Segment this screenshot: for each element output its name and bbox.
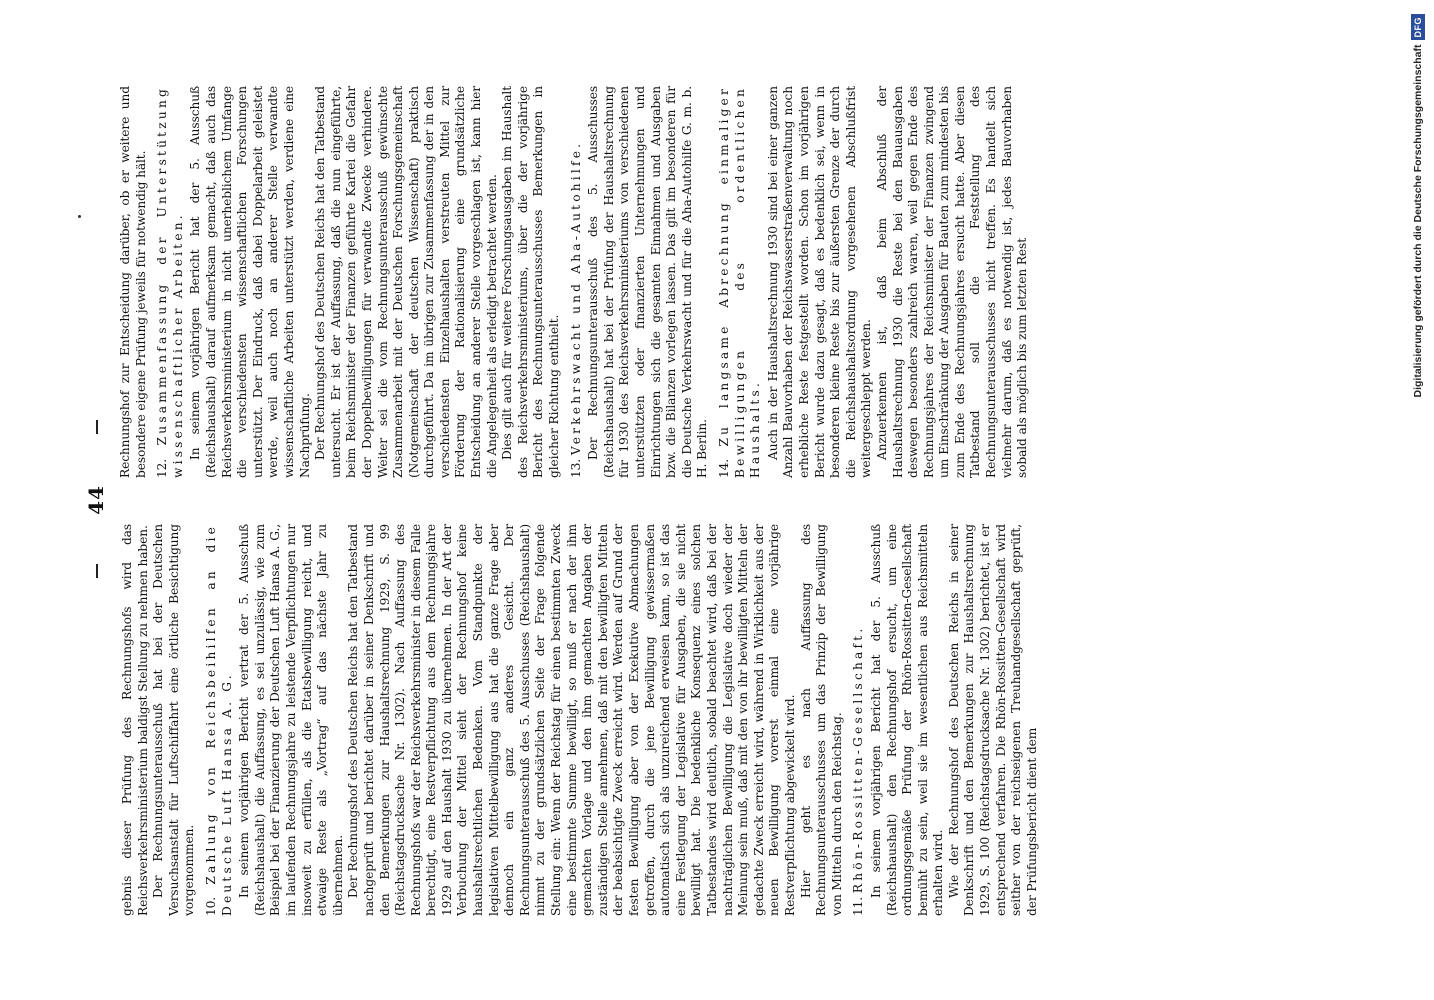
paragraph: Der Rechnungshof des Deutschen Reichs hat den Tatbestand untersucht. Er ist der Auffassung, daß die nun eingeführte, beim Reichsminister der Finanzen geführte Kartei die Gefahr der Doppelbewilligungen für verwandte Zwecke verhindere. Weiter sei die vom Rechnungsunterausschuß gewünschte Zusammenarbeit mit der Deutschen Forschungsgemeinschaft (Notgemeinschaft der deutschen Wissenschaft) praktisch durchgeführt. Da im übrigen zur Zusammenfassung der in den verschiedensten Einzelhaushalten verstreuten Mittel zur Förderung der Rationalisierung eine grundsätzliche Entscheidung an anderer Stelle vorgeschlagen ist, kann hier die Angelegenheit als erledigt betrachtet werden.	[313, 86, 499, 478]
paragraph: Der Rechnungshof des Deutschen Reichs hat den Tatbestand nachgeprüft und berichtet darüber in seiner Denkschrift und den Bemerkungen zur Haushaltsrechnung 1929, S. 99 (Reichstagsdrucksache Nr. 1302). Nach Auffassung des Rechnungshofs war der Reichsverkehrsminister in diesem Falle berechtigt, eine Restverpflichtung aus dem Rechnungsjahre 1929 auf den Haushalt 1930 zu übernehmen. In der Art der Verbuchung der Mittel sieht der Rechnungshof keine haushaltsrechtlichen Bedenken. Vom Standpunkte der legislativen Mittelbewilligung aus hat die ganze Frage aber dennoch ein ganz anderes Gesicht. Der Rechnungsunterausschuß des 5. Ausschusses (Reichshaushalt) nimmt zu der grundsätzlichen Seite der Frage folgende Stellung ein: Wenn der Reichstag für einen bestimmten Zweck eine bestimmte Summe bewilligt, so muß er nach der ihm gemachten Vorlage und den ihm gemachten Angaben der zuständigen Stelle annehmen, daß mit den bewilligten Mitteln der beabsichtigte Zweck erreicht wird. Werden auf Grund der festen Bewilligung aber von der Exekutive Abmachungen getroffen, durch die jene Bewilligung gewissermaßen automatisch sich als unzureichend erweisen kann, so ist das eine Festlegung der Legislative für Ausgaben, die sie nicht bewilligt hat. Die bedenkliche Konsequenz eines solchen Tatbestandes wird deutlich, sobald beachtet wird, daß bei der nachträglichen Bewilligung die Legislative doch wieder der Meinung sein muß, daß mit den von ihr bewilligten Mitteln der gedachte Zweck erreicht wird, während in Wirklichkeit aus der neuen Bewilligung vorerst einmal eine vorjährige Restverpflichtung abgewickelt wird.	[346, 524, 797, 916]
paragraph: Rechnungshof zur Entscheidung darüber, ob er weitere und besondere eigene Prüfung jeweils für notwendig hält.	[118, 86, 148, 478]
page-number: 44	[84, 485, 108, 515]
dfg-logo-icon: DFG	[1411, 14, 1425, 41]
scan-speck	[78, 215, 81, 218]
paragraph: In seinem vorjährigen Bericht hat der 5. Ausschuß (Reichshaushalt) den Rechnungshof ersucht, um eine ordnungsgemäße Prüfung der Rhön-Rossitten-Gesellschaft bemüht zu sein, weil sie im wesentlichen aus Reichsmitteln erhalten wird.	[868, 524, 946, 916]
page-number-dash-left	[96, 564, 98, 578]
section-heading	[204, 524, 235, 916]
section-heading	[569, 86, 585, 478]
paragraph: In seinem vorjährigen Bericht vertrat der 5. Ausschuß (Reichshaushalt) die Auffassung, es sei unzulässig, wie zum Beispiel bei der Finanzierung der Deutschen Luft Hansa A. G., im laufenden Rechnungsjahre zu leistende Verpflichtungen nur insoweit zu erfüllen, als die Etatsbewilligung reicht, und etwaige Reste als „Vortrag“ auf das nächste Jahr zu übernehmen.	[237, 524, 345, 916]
section-heading	[851, 524, 867, 916]
section-number: 12.	[155, 458, 170, 478]
section-title: Zahlung von Reichsbeihilfen an die Deutsche Luft Hansa A. G.	[203, 524, 234, 916]
paragraph: Wie der Rechnungshof des Deutschen Reichs in seiner Denkschrift und den Bemerkungen zur Haushaltsrechnung 1929, S. 100 (Reichstagsdrucksache Nr. 1302) berichtet, ist er entsprechend verfahren. Die Rhön-Rossitten-Gesellschaft wird seither von der reichseigenen Treuhandgesellschaft geprüft, der Prüfungsbericht dient dem	[946, 524, 1039, 916]
paragraph: Auch in der Haushaltsrechnung 1930 sind bei einer ganzen Anzahl Bauvorhaben der Reichswasserstraßenverwaltung noch erhebliche Reste festgestellt worden. Schon im vorjährigen Bericht wurde dazu gesagt, daß es bedenklich sei, wenn in besonderen kleine Reste bis zur äußersten Grenze der durch die Reichshaushaltsordnung vorgesehenen Abschlußfrist weitergeschleppt werden.	[765, 86, 874, 478]
section-number: 14.	[716, 458, 731, 478]
paragraph: gebnis dieser Prüfung des Rechnungshofs wird das Reichsverkehrsministerium baldigst Stellung zu nehmen haben.	[120, 524, 150, 916]
section-title: Zusammenfassung der Unterstützung wissenschaftlicher Arbeiten.	[155, 86, 185, 478]
paragraph: Der Rechnungsunterausschuß hat bei der Deutschen Versuchsanstalt für Luftschiffahrt eine örtliche Besichtigung vorgenommen.	[151, 524, 197, 916]
section-number: 13.	[568, 458, 583, 478]
paragraph: Hier geht es nach Auffassung des Rechnungsunterausschusses um das Prinzip der Bewilligung von Mitteln durch den Reichstag.	[798, 524, 844, 916]
page-number-dash-right	[96, 420, 98, 434]
section-title: Rhön-Rossitten-Gesellschaft.	[851, 625, 866, 894]
left-column	[120, 524, 1040, 916]
section-title: Verkehrswacht und Aha-Autohilfe.	[568, 140, 583, 456]
paragraph: Der Rechnungsunterausschuß des 5. Ausschusses (Reichshaushalt) hat bei der Prüfung der Haushaltsrechnung für 1930 des Reichsverkehrsministeriums von verschiedenen unterstützten oder finanzierten Unternehmungen und Einrichtungen sich die gesamten Einnahmen und Ausgaben bzw. die Bilanzen vorlegen lassen. Das gilt im besonderen für die Deutsche Verkehrswacht und für die Aha-Autohilfe G. m. b. H. Berlin.	[586, 86, 710, 478]
paragraph: Anzuerkennen ist, daß beim Abschluß der Haushaltsrechnung 1930 die Reste bei den Bauausgaben deswegen besonders zahlreich waren, weil gegen Ende des Rechnungsjahres der Reichsminister der Finanzen zwingend um Einschränkung der Ausgaben für Bauten zum mindesten bis zum Ende des Rechnungsjahres ersucht hatte. Aber diesen Tatbestand soll die Feststellung des Rechnungsunterausschusses nicht treffen. Es handelt sich vielmehr darum, daß es notwendig ist, jedes Bauvorhaben sobald als möglich bis zum letzten Rest	[874, 86, 1030, 478]
digitization-credit	[1405, 10, 1431, 990]
paragraph: In seinem vorjährigen Bericht hat der 5. Ausschuß (Reichshaushalt) darauf aufmerksam gemacht, daß auch das Reichsverkehrsministerium in nicht unerheblichem Umfange die verschiedensten wissenschaftlichen Forschungen unterstützt. Der Eindruck, daß dabei Doppelarbeit geleistet werde, weil auch noch an anderer Stelle verwandte wissenschaftliche Arbeiten unterstützt werden, verdiene eine Nachprüfung.	[188, 86, 312, 478]
section-number: 11.	[851, 896, 866, 916]
right-column	[118, 86, 1031, 478]
paragraph: Dies gilt auch für weitere Forschungsausgaben im Haushalt des Reichsverkehrsministeriums, über die der vorjährige Bericht des Rechnungsunterausschusses Bemerkungen in gleicher Richtung enthielt.	[500, 86, 562, 478]
section-title: Zu langsame Abrechnung einmaliger Bewilligungen des ordentlichen Haushalts.	[716, 86, 763, 478]
credit-text: Digitalisierung gefördert durch die Deutsche Forschungsgemeinschaft	[1412, 44, 1424, 398]
section-heading	[155, 86, 186, 478]
section-heading	[717, 86, 764, 478]
section-number: 10.	[203, 896, 218, 916]
